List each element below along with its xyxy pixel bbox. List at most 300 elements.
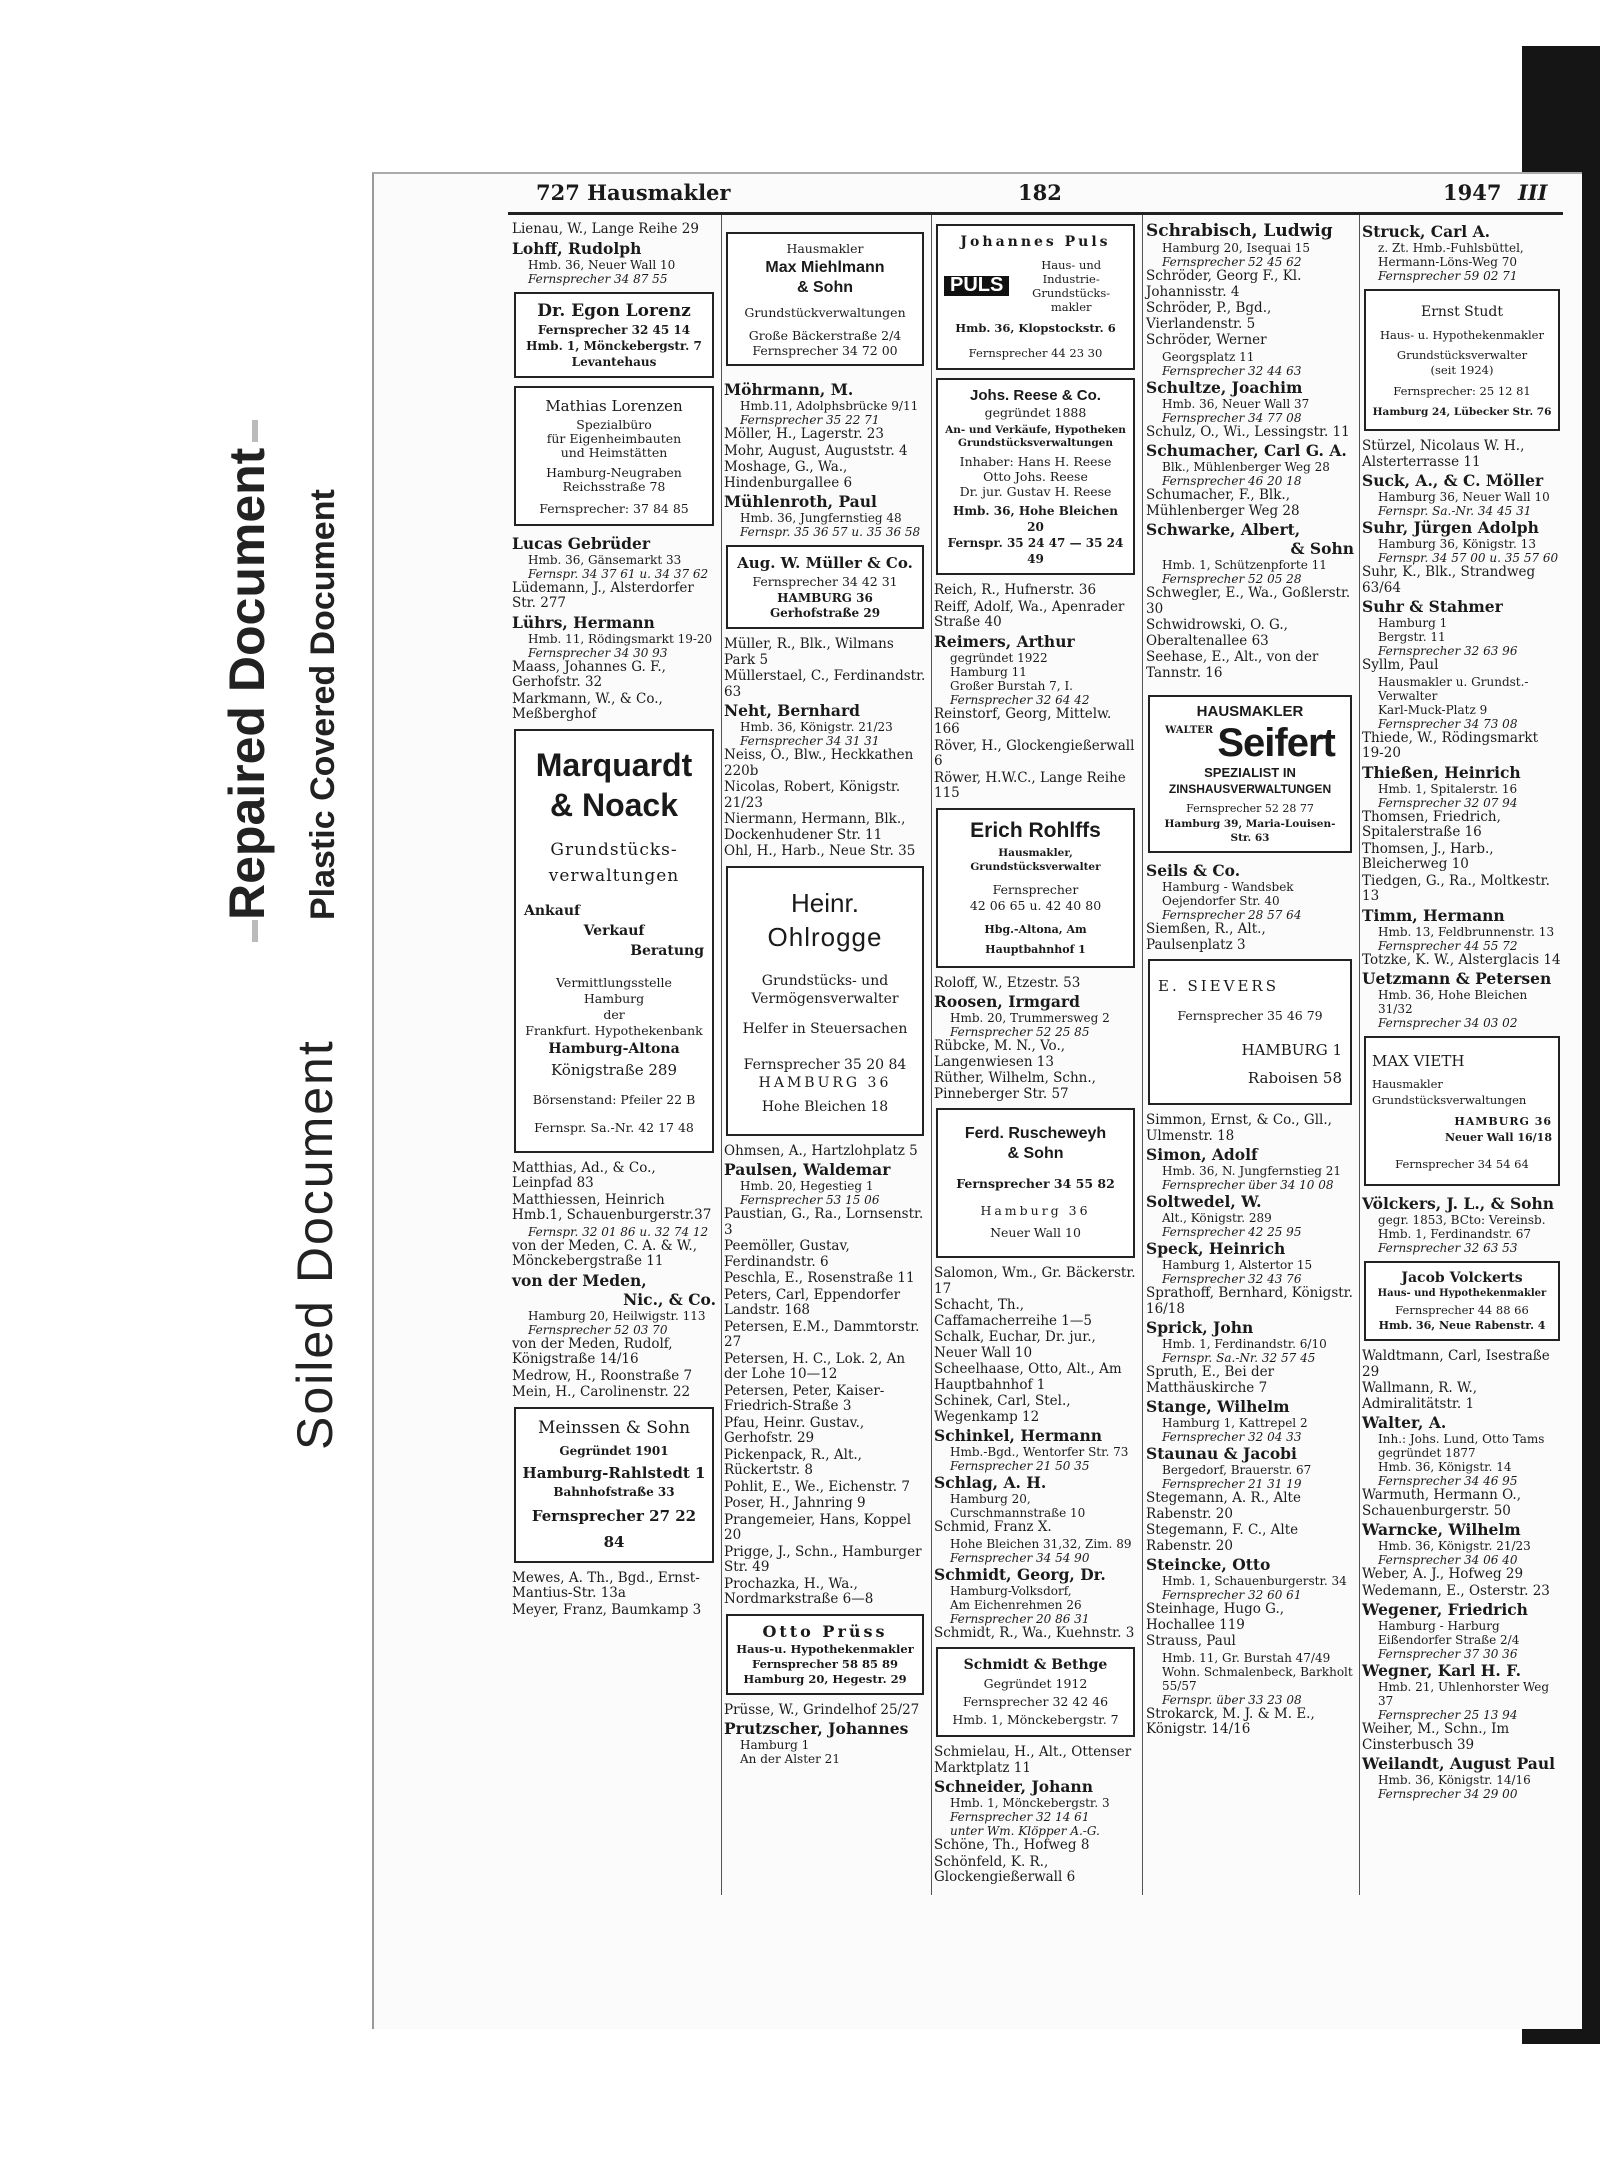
list-item: Totzke, K. W., Alsterglacis 14 <box>1362 951 1561 968</box>
ad-meinssen <box>514 1407 714 1563</box>
list-item: Simmon, Ernst, & Co., Gll., Ulmenstr. 18 <box>1146 1112 1332 1144</box>
list-item: Meyer, Franz, Baumkamp 3 <box>512 1601 702 1618</box>
ad-line: Levantehaus <box>571 354 657 369</box>
entry-address: Hmb. 36, Jungfernstieg 48 <box>740 511 902 525</box>
column-divider <box>1142 215 1143 1895</box>
ad-line: Otto Johs. Reese <box>983 469 1088 484</box>
entry-phone: Fernspr. Sa.-Nr. 34 45 31 <box>1378 504 1532 518</box>
entry-name: Völckers, J. L., & Sohn <box>1362 1194 1555 1213</box>
entry-name: Uetzmann & Petersen <box>1362 969 1552 988</box>
entry-address: Hmb. 1, Schützenpforte 11 <box>1162 558 1327 572</box>
entry-address: Hmb. 36, Königstr. 14 <box>1378 1460 1512 1474</box>
entry-name: Soltwedel, W. <box>1146 1192 1262 1211</box>
list-item: Thiede, W., Rödingsmarkt 19-20 <box>1362 729 1539 761</box>
entry-name: Lührs, Hermann <box>512 612 655 632</box>
column-divider <box>1359 215 1360 1895</box>
entry-phone: Fernspr. über 33 23 08 <box>1162 1692 1302 1707</box>
ad-title: Johannes Puls <box>960 234 1111 250</box>
ad-line: Grundstücks- und <box>761 972 889 989</box>
list-item: Spruth, E., Bei der Matthäuskirche 7 <box>1146 1364 1275 1396</box>
entry-address: Hmb. 36, Neuer Wall 37 <box>1162 396 1310 411</box>
entry-phone: Fernsprecher 32 63 53 <box>1378 1241 1518 1255</box>
entry-address: Hamburg 36, Neuer Wall 10 <box>1378 490 1550 504</box>
ad-ernst-studt <box>1364 289 1560 431</box>
entry-name: Struck, Carl A. <box>1362 222 1491 241</box>
entry-address: unter Wm. Klöpper A.-G. <box>950 1824 1100 1838</box>
entry-phone: Fernsprecher 37 30 36 <box>1378 1647 1518 1661</box>
entry-address: Hmb. 11, Rödingsmarkt 19-20 <box>528 631 713 646</box>
list-item: Poser, H., Jahnring 9 <box>724 1495 866 1511</box>
column-divider <box>931 215 932 1895</box>
entry-phone: Fernsprecher 59 02 71 <box>1378 269 1518 283</box>
ad-jacob-volckerts <box>1364 1261 1560 1341</box>
list-item: von der Meden, Rudolf, Königstraße 14/16 <box>512 1335 673 1367</box>
ad-title: Heinr. <box>791 887 859 918</box>
ad-line: Hmb. 36, Klopstockstr. 6 <box>955 321 1116 335</box>
ad-line: Hamburg-Rahlstedt 1 <box>522 1463 706 1482</box>
entry-phone: Fernsprecher 32 43 76 <box>1162 1272 1302 1286</box>
ad-line: verwaltungen <box>548 865 680 886</box>
entry-phone: Fernsprecher 52 03 70 <box>528 1322 668 1337</box>
entry-phone: Fernspr. 34 37 61 u. 34 37 62 <box>528 566 709 581</box>
entry-phone: Fernspr. 32 01 86 u. 32 74 12 <box>528 1224 709 1239</box>
entry-name: Suck, A., & C. Möller <box>1362 471 1544 490</box>
list-item: Paustian, G., Ra., Lornsenstr. 3 <box>724 1206 924 1238</box>
list-item: Pickenpack, R., Alt., Rückertstr. 8 <box>724 1446 862 1478</box>
ad-line: Fernsprecher 34 55 82 <box>956 1176 1115 1191</box>
entry-name: Staunau & Jacobi <box>1146 1444 1297 1463</box>
ad-title: Mathias Lorenzen <box>545 396 683 415</box>
entry-address: Hmb.-Bgd., Wentorfer Str. 73 <box>950 1445 1129 1459</box>
list-item: Wedemann, E., Osterstr. 23 <box>1362 1582 1550 1599</box>
entry-address: Großer Burstah 7, I. <box>950 678 1073 693</box>
list-item: Röwer, H.W.C., Lange Reihe 115 <box>934 769 1126 801</box>
entry-address: Hamburg - Harburg <box>1378 1619 1500 1633</box>
list-item: Medrow, H., Roonstraße 7 <box>512 1367 693 1384</box>
entry-name: Lucas Gebrüder <box>512 533 651 553</box>
ad-line: Fernsprecher 34 42 31 <box>752 574 898 589</box>
entry-address: Bergstr. 11 <box>1378 630 1446 644</box>
ad-line: Fernspr. Sa.-Nr. 42 17 48 <box>534 1119 694 1135</box>
list-item: Neiss, O., Blw., Heckkathen 220b <box>724 747 914 779</box>
ad-line: der <box>603 1006 625 1022</box>
ad-otto-pruess <box>726 1614 924 1695</box>
ad-line: Gegründet 1901 <box>559 1443 669 1458</box>
ad-line: Raboisen 58 <box>1247 1069 1342 1087</box>
ad-title: & Noack <box>549 786 679 823</box>
entry-address: Hmb. 1, Schauenburgerstr. 34 <box>1162 1574 1347 1588</box>
entry-phone: Fernsprecher 32 07 94 <box>1378 795 1518 810</box>
ad-line: Hamburg 36 <box>980 1203 1091 1218</box>
entry-address: Hamburg-Volksdorf, <box>950 1583 1072 1598</box>
list-item: Steinhage, Hugo G., Hochallee 119 <box>1146 1601 1285 1633</box>
list-item: Matthias, Ad., & Co., Leinpfad 83 <box>512 1159 656 1191</box>
entry-phone: Fernsprecher 44 55 72 <box>1378 938 1518 953</box>
entry-address: gegründet 1922 <box>950 650 1048 665</box>
ad-line: und Heimstätten <box>560 444 668 460</box>
ad-marquardt-noack <box>514 729 714 1153</box>
entry-name: Simon, Adolf <box>1146 1145 1258 1164</box>
list-item: Prochazka, H., Wa., Nordmarkstraße 6—8 <box>724 1575 874 1607</box>
ad-line: SPEZIALIST IN <box>1204 765 1296 780</box>
entry-address: Hamburg 20, <box>950 1492 1031 1506</box>
list-item: Salomon, Wm., Gr. Bäckerstr. 17 <box>934 1265 1136 1297</box>
ad-line: Fernsprecher 52 28 77 <box>1186 802 1314 815</box>
ad-title: & Sohn <box>797 279 853 296</box>
entry-name: Schneider, Johann <box>934 1777 1093 1796</box>
list-item: Roloff, W., Etzestr. 53 <box>934 974 1081 991</box>
entry-address: Inh.: Johs. Lund, Otto Tams <box>1378 1432 1545 1446</box>
marker-tick <box>252 920 258 942</box>
entry-phone: Fernsprecher 34 06 40 <box>1378 1553 1518 1567</box>
list-item: Petersen, Peter, Kaiser-Friedrich-Straße 3 <box>724 1382 885 1414</box>
list-item: Pfau, Heinr. Gustav., Gerhofstr. 29 <box>724 1414 865 1446</box>
ad-line: Vermittlungsstelle Hamburg <box>556 974 672 1006</box>
puls-logo-icon: PULS <box>944 276 1009 296</box>
list-item: Schmid, Franz X. <box>934 1519 1052 1535</box>
list-item: Reiff, Adolf, Wa., Apenrader Straße 40 <box>934 598 1125 630</box>
ad-line: gegründet 1888 <box>984 405 1087 420</box>
ad-line: Hamburg 20, Hegestr. 29 <box>743 1671 907 1686</box>
ad-line: Grundstücksverwaltungen <box>1372 1093 1527 1107</box>
list-item: Syllm, Paul <box>1362 657 1439 673</box>
ad-line: Haus- und Hypothekenmakler <box>1377 1288 1547 1299</box>
entry-phone: Fernsprecher 34 87 55 <box>528 271 668 286</box>
entry-phone: Fernsprecher 32 04 33 <box>1162 1430 1302 1444</box>
list-item: Schalk, Euchar, Dr. jur., Neuer Wall 10 <box>934 1329 1096 1361</box>
list-item: Tiedgen, G., Ra., Moltkestr. 13 <box>1362 872 1550 904</box>
entry-name: Walter, A. <box>1362 1413 1447 1432</box>
entry-address: Am Eichenrehmen 26 <box>950 1597 1082 1612</box>
ad-line: Hausmakler <box>786 241 864 256</box>
ad-line: 42 06 65 u. 42 40 80 <box>969 897 1102 913</box>
ad-line: Börsenstand: Pfeiler 22 B <box>532 1091 696 1107</box>
ad-title: MAX VIETH <box>1372 1052 1465 1070</box>
ad-line: Grundstückverwaltungen <box>744 305 906 320</box>
ad-line: Hohe Bleichen 18 <box>761 1098 889 1115</box>
entry-phone: Fernsprecher 34 73 08 <box>1378 716 1518 731</box>
ad-line: Vermögensverwalter <box>751 990 899 1007</box>
entry-address: Hermann-Löns-Weg 70 <box>1378 255 1518 269</box>
ad-line: Fernspr. 35 24 47 — 35 24 49 <box>947 536 1124 566</box>
entry-name: Nic., & Co. <box>623 1289 716 1309</box>
ad-line: Fernsprecher 44 23 30 <box>968 346 1103 360</box>
ad-line: Reichsstraße 78 <box>562 478 666 494</box>
list-item: Petersen, E.M., Dammtorstr. 27 <box>724 1318 920 1350</box>
list-item: Stegemann, F. C., Alte Rabenstr. 20 <box>1146 1522 1299 1554</box>
ad-line: ZINSHAUSVERWALTUNGEN <box>1168 782 1332 796</box>
list-item: Schwegler, E., Wa., Goßlerstr. 30 <box>1146 585 1351 617</box>
list-item: Peschla, E., Rosenstraße 11 <box>724 1270 915 1286</box>
entry-name: Timm, Hermann <box>1362 905 1505 925</box>
list-item: Seehase, E., Alt., von der Tannstr. 16 <box>1146 649 1319 681</box>
list-item: Schöne, Th., Hofweg 8 <box>934 1837 1090 1853</box>
ad-line: Grundstücks- <box>1032 286 1111 300</box>
ad-line: Fernsprecher <box>992 881 1079 897</box>
entry-phone: Fernspr. 34 57 00 u. 35 57 60 <box>1378 551 1559 565</box>
entry-name: Schlag, A. H. <box>934 1473 1047 1492</box>
entry-address: Hmb. 36, Gänsemarkt 33 <box>528 552 682 567</box>
entry-address: z. Zt. Hmb.-Fuhlsbüttel, <box>1378 241 1524 255</box>
ad-line: Fernsprecher 34 72 00 <box>752 343 898 358</box>
entry-address: Georgsplatz 11 <box>1162 349 1255 364</box>
entry-address: Curschmannstraße 10 <box>950 1506 1086 1520</box>
ad-line: An- und Verkäufe, Hypotheken <box>945 424 1126 436</box>
list-item: Weber, A. J., Hofweg 29 <box>1362 1566 1524 1582</box>
list-item: Ohmsen, A., Hartzlohplatz 5 <box>724 1142 918 1159</box>
list-item: Matthiessen, Heinrich Hmb.1, Schauenburgerstr.37 <box>512 1191 712 1223</box>
entry-name: Stange, Wilhelm <box>1146 1397 1290 1416</box>
entry-name: Warncke, Wilhelm <box>1362 1520 1521 1539</box>
entry-address: Hmb. 36, Königstr. 21/23 <box>740 720 893 734</box>
entry-phone: Fernsprecher 28 57 64 <box>1162 908 1302 922</box>
list-item: Müller, R., Blk., Wilmans Park 5 <box>724 636 894 668</box>
entry-address: Hmb. 36, Königstr. 21/23 <box>1378 1539 1531 1553</box>
entry-address: Alt., Königstr. 289 <box>1162 1211 1272 1225</box>
ad-schmidt-bethge <box>936 1647 1135 1737</box>
column-5 <box>1362 222 1562 1801</box>
entry-address: Hmb. 36, Hohe Bleichen 31/32 <box>1378 988 1528 1016</box>
list-item: Strokarck, M. J. & M. E., Königstr. 14/16 <box>1146 1705 1315 1737</box>
entry-phone: Fernsprecher 32 60 61 <box>1162 1588 1302 1602</box>
entry-name: Lohff, Rudolph <box>512 238 642 258</box>
list-item: Müllerstael, C., Ferdinandstr. 63 <box>724 668 926 700</box>
ad-line: Haus- u. Hypothekenmakler <box>1380 328 1544 342</box>
entry-name: Seils & Co. <box>1146 861 1241 880</box>
list-item: Siemßen, R., Alt., Paulsenplatz 3 <box>1146 921 1266 953</box>
list-item: Rübcke, M. N., Vo., Langenwiesen 13 <box>934 1038 1066 1070</box>
ad-line: Grundstücksverwaltungen <box>957 437 1113 449</box>
ad-line: Gegründet 1912 <box>983 1676 1088 1691</box>
entry-address: Bergedorf, Brauerstr. 67 <box>1162 1463 1312 1477</box>
entry-phone: Fernsprecher 21 31 19 <box>1162 1477 1302 1491</box>
ad-line: Helfer in Steuersachen <box>742 1020 908 1037</box>
list-item: Schumacher, F., Blk., Mühlenberger Weg 28 <box>1146 487 1300 519</box>
ad-title: Otto Prüss <box>762 1621 888 1641</box>
entry-address: gegr. 1853, BCto: Vereinsb. <box>1378 1213 1546 1227</box>
ad-line: Dr. jur. Gustav H. Reese <box>959 484 1112 499</box>
list-item: Schröder, P., Bgd., Vierlandenstr. 5 <box>1146 300 1272 332</box>
list-item: Thomsen, J., Harb., Bleicherweg 10 <box>1362 840 1494 872</box>
ad-line: WALTER <box>1165 725 1214 736</box>
ad-line: Fernsprecher 32 42 46 <box>962 1694 1109 1709</box>
column-4 <box>1146 222 1354 1739</box>
entry-address: An der Alster 21 <box>740 1752 840 1766</box>
entry-address: Hamburg 1, Kattrepel 2 <box>1162 1416 1308 1430</box>
column-divider <box>721 215 722 1895</box>
entry-name: Mühlenroth, Paul <box>724 492 877 511</box>
ad-line: Beratung <box>630 942 704 959</box>
entry-address: Hmb. 1, Mönckebergstr. 3 <box>950 1796 1110 1810</box>
ad-max-vieth <box>1364 1036 1560 1186</box>
entry-name: Suhr, Jürgen Adolph <box>1362 518 1539 537</box>
list-item: Nicolas, Robert, Königstr. 21/23 <box>724 779 901 811</box>
list-item: Wallmann, R. W., Admiralitätstr. 1 <box>1362 1380 1478 1412</box>
entry-phone: Fernsprecher 32 64 42 <box>950 692 1090 707</box>
ad-line: Hamburg-Altona <box>548 1040 680 1057</box>
entry-name: Roosen, Irmgard <box>934 992 1080 1011</box>
entry-phone: Fernspr. 35 36 57 u. 35 36 58 <box>740 525 921 539</box>
ad-line: Neuer Wall 16/18 <box>1444 1131 1552 1144</box>
list-item: Mein, H., Carolinenstr. 22 <box>512 1384 691 1400</box>
entry-name: Schultze, Joachim <box>1146 377 1303 397</box>
entry-phone: Fernsprecher 52 25 85 <box>950 1025 1090 1039</box>
repaired-document-label: Repaired Document <box>219 447 275 920</box>
list-item: Prigge, J., Schn., Hamburger Str. 49 <box>724 1543 922 1575</box>
header-roman: III <box>1518 180 1548 205</box>
column-2 <box>724 222 926 1766</box>
list-item: Schröder, Werner <box>1146 332 1267 348</box>
entry-address: Oejendorfer Str. 40 <box>1162 894 1280 908</box>
ad-johs-reese <box>936 378 1135 575</box>
entry-phone: Fernsprecher 52 05 28 <box>1162 572 1302 586</box>
entry-phone: Fernspr. Sa.-Nr. 32 57 45 <box>1162 1351 1316 1365</box>
ad-line: Verkauf <box>583 922 645 939</box>
ad-line: Fernsprecher 35 46 79 <box>1177 1008 1323 1023</box>
ad-mathias-lorenzen <box>514 386 714 526</box>
list-item: Warmuth, Hermann O., Schauenburgerstr. 50 <box>1362 1487 1522 1519</box>
list-item: Prüsse, W., Grindelhof 25/27 <box>724 1701 920 1718</box>
list-item: Moshage, G., Wa., Hindenburgallee 6 <box>724 459 853 491</box>
ad-line: Fernsprecher 32 45 14 <box>537 322 691 337</box>
list-item: Mohr, August, Auguststr. 4 <box>724 442 908 459</box>
list-item: Schinek, Carl, Stel., Wegenkamp 12 <box>934 1393 1071 1425</box>
entry-address: Hamburg 36, Königstr. 13 <box>1378 537 1536 551</box>
header-year: 1947 <box>1443 180 1502 205</box>
entry-address: Hmb.11, Adolphsbrücke 9/11 <box>740 399 919 413</box>
list-item: Stürzel, Nicolaus W. H., Alsterterrasse 11 <box>1362 438 1525 470</box>
entry-phone: Fernsprecher 34 46 95 <box>1378 1474 1518 1488</box>
list-item: Möller, H., Lagerstr. 23 <box>724 426 884 442</box>
ad-line: Hausmakler <box>1372 1077 1443 1091</box>
list-item: Rüther, Wilhelm, Schn., Pinneberger Str. 57 <box>934 1070 1096 1102</box>
ad-line: Große Bäckerstraße 2/4 <box>748 328 902 343</box>
ad-line: Industrie- <box>1042 272 1100 286</box>
ad-line: Inhaber: Hans H. Reese <box>959 454 1112 469</box>
entry-phone: Fernsprecher 34 30 93 <box>528 645 668 660</box>
ad-line: Fernsprecher: 37 84 85 <box>539 500 689 516</box>
entry-address: Hausmakler u. Grundst.-Verwalter <box>1378 674 1529 703</box>
list-item: Ohl, H., Harb., Neue Str. 35 <box>724 843 916 859</box>
list-item: Schmidt, R., Wa., Kuehnstr. 3 <box>934 1624 1135 1641</box>
list-item: Röver, H., Glockengießerwall 6 <box>934 737 1135 769</box>
list-item: Niermann, Hermann, Blk., Dockenhudener Str. 11 <box>724 811 906 843</box>
ad-title: Ferd. Ruscheweyh <box>964 1125 1107 1142</box>
ad-walter-seifert <box>1148 695 1352 853</box>
entry-address: Hmb. 36, Königstr. 14/16 <box>1378 1773 1531 1787</box>
entry-phone: Fernsprecher 21 50 35 <box>950 1459 1090 1473</box>
entry-name: Wegener, Friedrich <box>1362 1600 1528 1619</box>
seifert-logo: Seifert <box>1217 721 1335 765</box>
entry-address: Hamburg 1 <box>1378 616 1448 630</box>
ad-line: Fernsprecher 44 88 66 <box>1395 1303 1529 1317</box>
entry-address: Eißendorfer Straße 2/4 <box>1378 1633 1520 1647</box>
list-item: Mewes, A. Th., Bgd., Ernst-Mantius-Str. 13a <box>512 1569 700 1601</box>
entry-name: Paulsen, Waldemar <box>724 1160 891 1179</box>
marker-tick <box>252 420 258 442</box>
list-item: Markmann, W., & Co., Meßberghof <box>512 690 663 722</box>
ad-line: Königstraße 289 <box>550 1060 678 1079</box>
ad-title: Johs. Reese & Co. <box>970 387 1101 404</box>
entry-name: Sprick, John <box>1146 1318 1254 1337</box>
ad-title: E. SIEVERS <box>1158 977 1279 995</box>
entry-address: Hamburg 20, Heilwigstr. 113 <box>528 1308 706 1323</box>
entry-phone: Fernsprecher 34 31 31 <box>740 734 880 748</box>
entry-address: Hmb. 36, Neuer Wall 10 <box>528 257 676 272</box>
entry-address: Hmb. 1, Spitalerstr. 16 <box>1378 781 1518 796</box>
ad-title: Aug. W. Müller & Co. <box>737 554 913 572</box>
ad-line: HAMBURG 36 <box>758 1074 892 1091</box>
list-item: Schröder, Georg F., Kl. Johannisstr. 4 <box>1146 268 1302 300</box>
entry-phone: Fernsprecher 34 03 02 <box>1378 1016 1518 1030</box>
entry-name: Reimers, Arthur <box>934 631 1075 651</box>
header-rule <box>508 212 1563 215</box>
list-item: Schacht, Th., Caffamacherreihe 1—5 <box>934 1297 1092 1329</box>
ad-line: Fernsprecher 34 54 64 <box>1395 1157 1529 1171</box>
entry-phone: Fernsprecher 32 44 63 <box>1162 363 1302 378</box>
ad-line: Fernsprecher 35 20 84 <box>743 1056 907 1073</box>
list-item: Reich, R., Hufnerstr. 36 <box>934 582 1097 598</box>
entry-phone: Fernsprecher 34 54 90 <box>950 1550 1090 1565</box>
entry-phone: Fernsprecher 34 77 08 <box>1162 410 1302 425</box>
ad-title: Meinssen & Sohn <box>537 1417 691 1438</box>
ad-line: HAUSMAKLER <box>1196 703 1304 720</box>
entry-address: gegründet 1877 <box>1378 1446 1476 1460</box>
list-item: Petersen, H. C., Lok. 2, An der Lohe 10—12 <box>724 1350 906 1382</box>
ad-line: Fernsprecher 27 22 84 <box>531 1506 697 1551</box>
entry-phone: Fernsprecher 52 45 62 <box>1162 255 1302 269</box>
ad-line: Frankfurt. Hypothekenbank <box>525 1022 703 1038</box>
ad-lorenz <box>514 292 714 378</box>
ad-title: & Sohn <box>1007 1145 1064 1162</box>
entry-address: Blk., Mühlenberger Weg 28 <box>1162 460 1330 474</box>
ad-title: Ohlrogge <box>767 921 883 952</box>
list-item: Lüdemann, J., Alsterdorfer Str. 277 <box>512 579 694 611</box>
ad-line: Hamburg 39, Maria-Louisen-Str. 63 <box>1164 818 1336 844</box>
ad-miehlmann <box>726 232 924 366</box>
entry-name: Prutzscher, Johannes <box>724 1719 909 1738</box>
soiled-document-label: Soiled Document <box>287 1039 343 1450</box>
header-section: 727 Hausmakler <box>536 180 731 205</box>
entry-address: Hamburg - Wandsbek <box>1162 880 1294 894</box>
ad-ruscheweyh <box>936 1108 1135 1258</box>
entry-name: Schrabisch, Ludwig <box>1146 221 1333 241</box>
list-item: Strauss, Paul <box>1146 1633 1236 1649</box>
list-item: Lienau, W., Lange Reihe 29 <box>512 221 699 237</box>
ad-johannes-puls <box>936 224 1135 370</box>
entry-name: von der Meden, <box>512 1270 647 1290</box>
ad-line: HAMBURG 36 <box>777 591 873 605</box>
entry-phone: Fernsprecher 20 86 31 <box>950 1611 1090 1626</box>
ad-line: Hamburg-Neugraben <box>546 464 682 480</box>
ad-line: Hmb. 1, Mönckebergstr. 7 <box>526 338 702 353</box>
ad-aug-mueller <box>726 545 924 629</box>
page-header <box>508 180 1558 210</box>
ad-title: Dr. Egon Lorenz <box>537 300 691 321</box>
entry-phone: Fernsprecher 25 13 94 <box>1378 1708 1518 1722</box>
ad-title: Marquardt <box>535 746 693 783</box>
entry-address: Wohn. Schmalenbeck, Barkholt 55/57 <box>1162 1664 1353 1693</box>
entry-phone: Fernsprecher über 34 10 08 <box>1162 1178 1334 1192</box>
ad-line: HAMBURG 1 <box>1241 1041 1342 1059</box>
entry-phone: Fernsprecher 46 20 18 <box>1162 474 1302 488</box>
list-item: Stegemann, A. R., Alte Rabenstr. 20 <box>1146 1490 1301 1522</box>
entry-name: Möhrmann, M. <box>724 380 854 399</box>
ad-line: HAMBURG 36 <box>1454 1115 1552 1128</box>
ad-line: Fernsprecher: 25 12 81 <box>1393 384 1531 398</box>
entry-address: Hmb. 13, Feldbrunnenstr. 13 <box>1378 924 1555 939</box>
column-1 <box>512 222 716 1619</box>
